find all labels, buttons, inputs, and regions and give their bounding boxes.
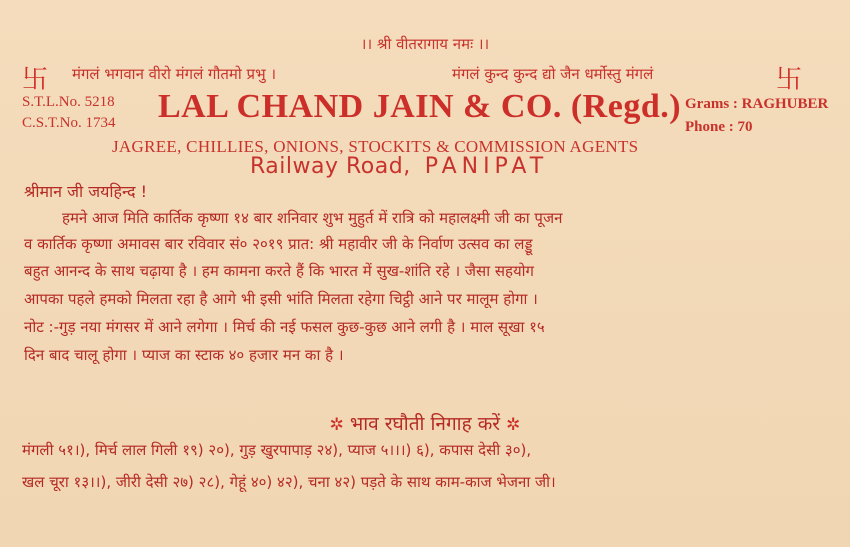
blessing-right: मंगलं कुन्द कुन्द द्यो जैन धर्मोस्तु मंगलं [452, 65, 654, 83]
price-line: मंगली ५१।), मिर्च लाल गिली १९) २०), गुड़ खुरपापाड़ २४), प्याज ५।।।) ६), कपास देसी ३०), [22, 441, 532, 459]
address-city: PANIPAT [424, 154, 549, 179]
letter-line: व कार्तिक कृष्णा अमावस बार रविवार सं० २०१९ प्रात: श्री महावीर जी के निर्वाण उत्सव का लड्डू [24, 235, 533, 253]
letter-line: बहुत आनन्द के साथ चढ़ाया है । हम कामना करते हैं कि भारत में सुख-शांति रहे । जैसा सहयोग [24, 262, 534, 280]
price-heading [0, 410, 850, 436]
star-left-icon: ✲ [329, 415, 344, 435]
note-line: नोट :-गुड़ नया मंगसर में आने लगेगा । मिर्च की नई फसल कुछ-कुछ आने लगी है । माल सूखा १५ [24, 318, 545, 336]
cst-number: C.S.T.No. 1734 [22, 115, 116, 131]
swastika-right-icon: 卐 [776, 65, 803, 95]
telegram-address: Grams : RAGHUBER [685, 96, 829, 112]
firm-name: LAL CHAND JAIN & CO. (Regd.) [158, 88, 682, 125]
greeting: श्रीमान जी जयहिन्द ! [24, 182, 147, 201]
phone-number: Phone : 70 [685, 119, 753, 135]
trade-description: JAGREE, CHILLIES, ONIONS, STOCKITS & COMMISSION AGENTS [112, 137, 639, 156]
swastika-left-icon: 卐 [22, 65, 49, 95]
stl-number: S.T.L.No. 5218 [22, 94, 115, 110]
note-line: दिन बाद चालू होगा । प्याज का स्टाक ४० हजार मन का है । [24, 346, 344, 364]
address [250, 154, 548, 179]
letter-line: आपका पहले हमको मिलता रहा है आगे भी इसी भांति मिलता रहेगा चिट्ठी आने पर मालूम होगा । [24, 290, 538, 308]
address-road: Railway Road, [250, 154, 411, 179]
star-right-icon: ✲ [506, 415, 521, 435]
blessing-left: मंगलं भगवान वीरो मंगलं गौतमो प्रभु । [72, 65, 277, 83]
letter-line: हमने आज मिति कार्तिक कृष्णा १४ बार शनिवार शुभ मुहुर्त में रात्रि को महालक्ष्मी जी का पूजन [62, 209, 563, 227]
price-heading-text: भाव रघौती निगाह करें [349, 413, 501, 435]
price-line: खल चूरा १३।।), जीरी देसी २७) २८), गेहूं ४०) ४२), चना ४२) पड़ते के साथ काम-काज भेजना जी। [22, 473, 556, 491]
invocation-line: ।। श्री वीतरागाय नमः ।। [360, 35, 490, 53]
